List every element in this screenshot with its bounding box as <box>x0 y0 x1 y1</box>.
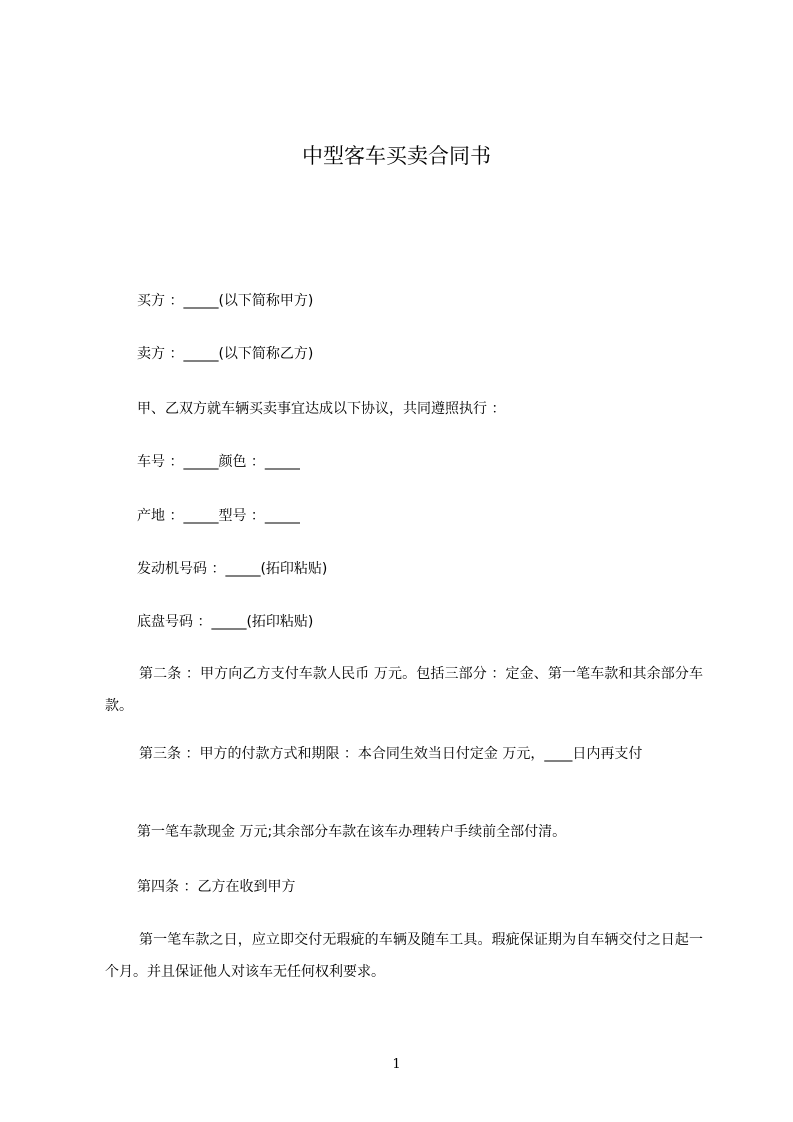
engine-number-line: 发动机号码 ：_____(拓印粘贴) <box>137 561 328 577</box>
article-3-paragraph: 第三条 ：甲方的付款方式和期限 ：本合同生效当日付定金 万元，____日内再支付 <box>139 746 643 762</box>
origin-model-line: 产地 ：_____型号 ：_____ <box>137 508 300 524</box>
first-payment-line: 第一笔车款现金 万元;其余部分车款在该车办理转户手续前全部付清。 <box>137 824 567 840</box>
article-2-paragraph: 第二条 ：甲方向乙方支付车款人民币 万元。包括三部分 ：定金、第一笔车款和其余部分车款。 <box>105 666 703 714</box>
buyer-line: 买方 ：_____(以下简称甲方) <box>137 293 314 309</box>
intro-line: 甲、乙双方就车辆买卖事宜达成以下协议，共同遵照执行 ： <box>137 401 506 417</box>
page-number: 1 <box>392 1057 401 1072</box>
seller-line: 卖方 ：_____(以下简称乙方) <box>137 346 314 362</box>
plate-color-line: 车号 ：_____颜色 ：_____ <box>137 454 300 470</box>
delivery-paragraph: 第一笔车款之日，应立即交付无瑕疵的车辆及随车工具。瑕疵保证期为自车辆交付之日起一个月。并且保证他人对该车无任何权利要求。 <box>105 932 703 980</box>
document-title: 中型客车买卖合同书 <box>302 144 491 168</box>
article-4-line: 第四条 ：乙方在收到甲方 <box>137 879 296 895</box>
chassis-number-line: 底盘号码 ：_____(拓印粘贴) <box>137 614 314 630</box>
